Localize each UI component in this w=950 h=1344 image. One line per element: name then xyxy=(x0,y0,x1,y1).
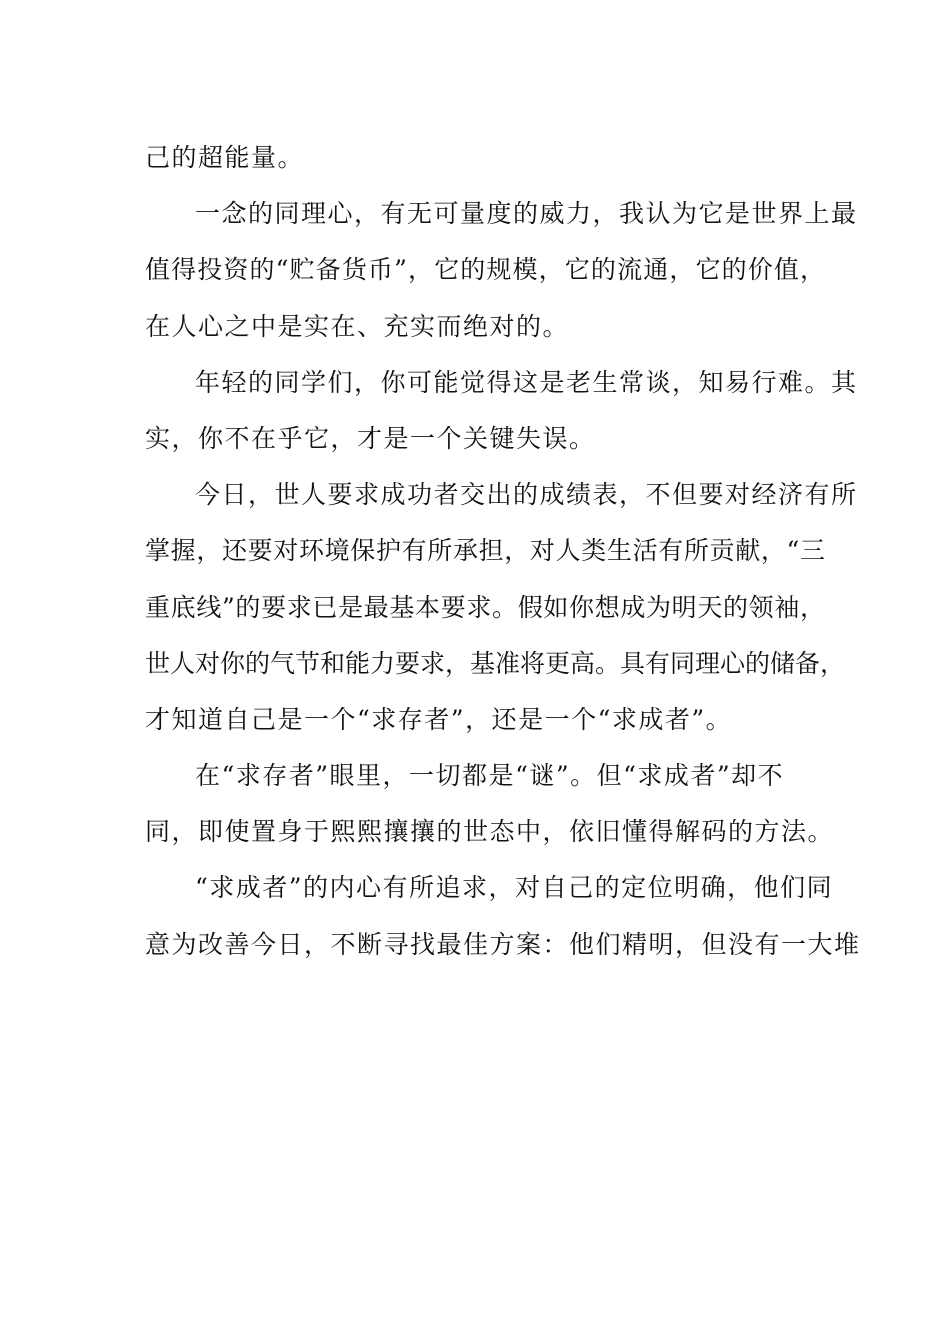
text-line: 掌握，还要对环境保护有所承担，对人类生活有所贡献，“三 xyxy=(145,536,825,566)
paragraph-first-line: 一念的同理心，有无可量度的威力，我认为它是世界上最 xyxy=(195,199,858,229)
paragraph-first-line: 在“求存者”眼里，一切都是“谜”。但“求成者”却不 xyxy=(195,761,785,791)
paragraph-first-line: “求成者”的内心有所追求，对自己的定位明确，他们同 xyxy=(195,873,834,903)
text-line: 在人心之中是实在、充实而绝对的。 xyxy=(145,311,570,341)
text-line: 世人对你的气节和能力要求，基准将更高。具有同理心的储备， xyxy=(145,648,846,678)
text-line: 才知道自己是一个“求存者”，还是一个“求成者”。 xyxy=(145,704,733,734)
paragraph-first-line: 今日，世人要求成功者交出的成绩表，不但要对经济有所 xyxy=(195,480,858,510)
text-line: 己的超能量。 xyxy=(145,143,305,172)
text-line: 意为改善今日，不断寻找最佳方案：他们精明，但没有一大堆 xyxy=(145,929,861,959)
text-line: 同，即使置身于熙熙攘攘的世态中，依旧懂得解码的方法。 xyxy=(145,817,835,847)
text-line: 值得投资的“贮备货币”，它的规模，它的流通，它的价值， xyxy=(145,255,825,285)
paragraph-first-line: 年轻的同学们，你可能觉得这是老生常谈，知易行难。其 xyxy=(195,367,858,397)
text-line: 重底线”的要求已是最基本要求。假如你想成为明天的领袖， xyxy=(145,592,825,622)
text-line: 实，你不在乎它，才是一个关键失误。 xyxy=(145,423,596,453)
body-text xyxy=(145,130,861,973)
